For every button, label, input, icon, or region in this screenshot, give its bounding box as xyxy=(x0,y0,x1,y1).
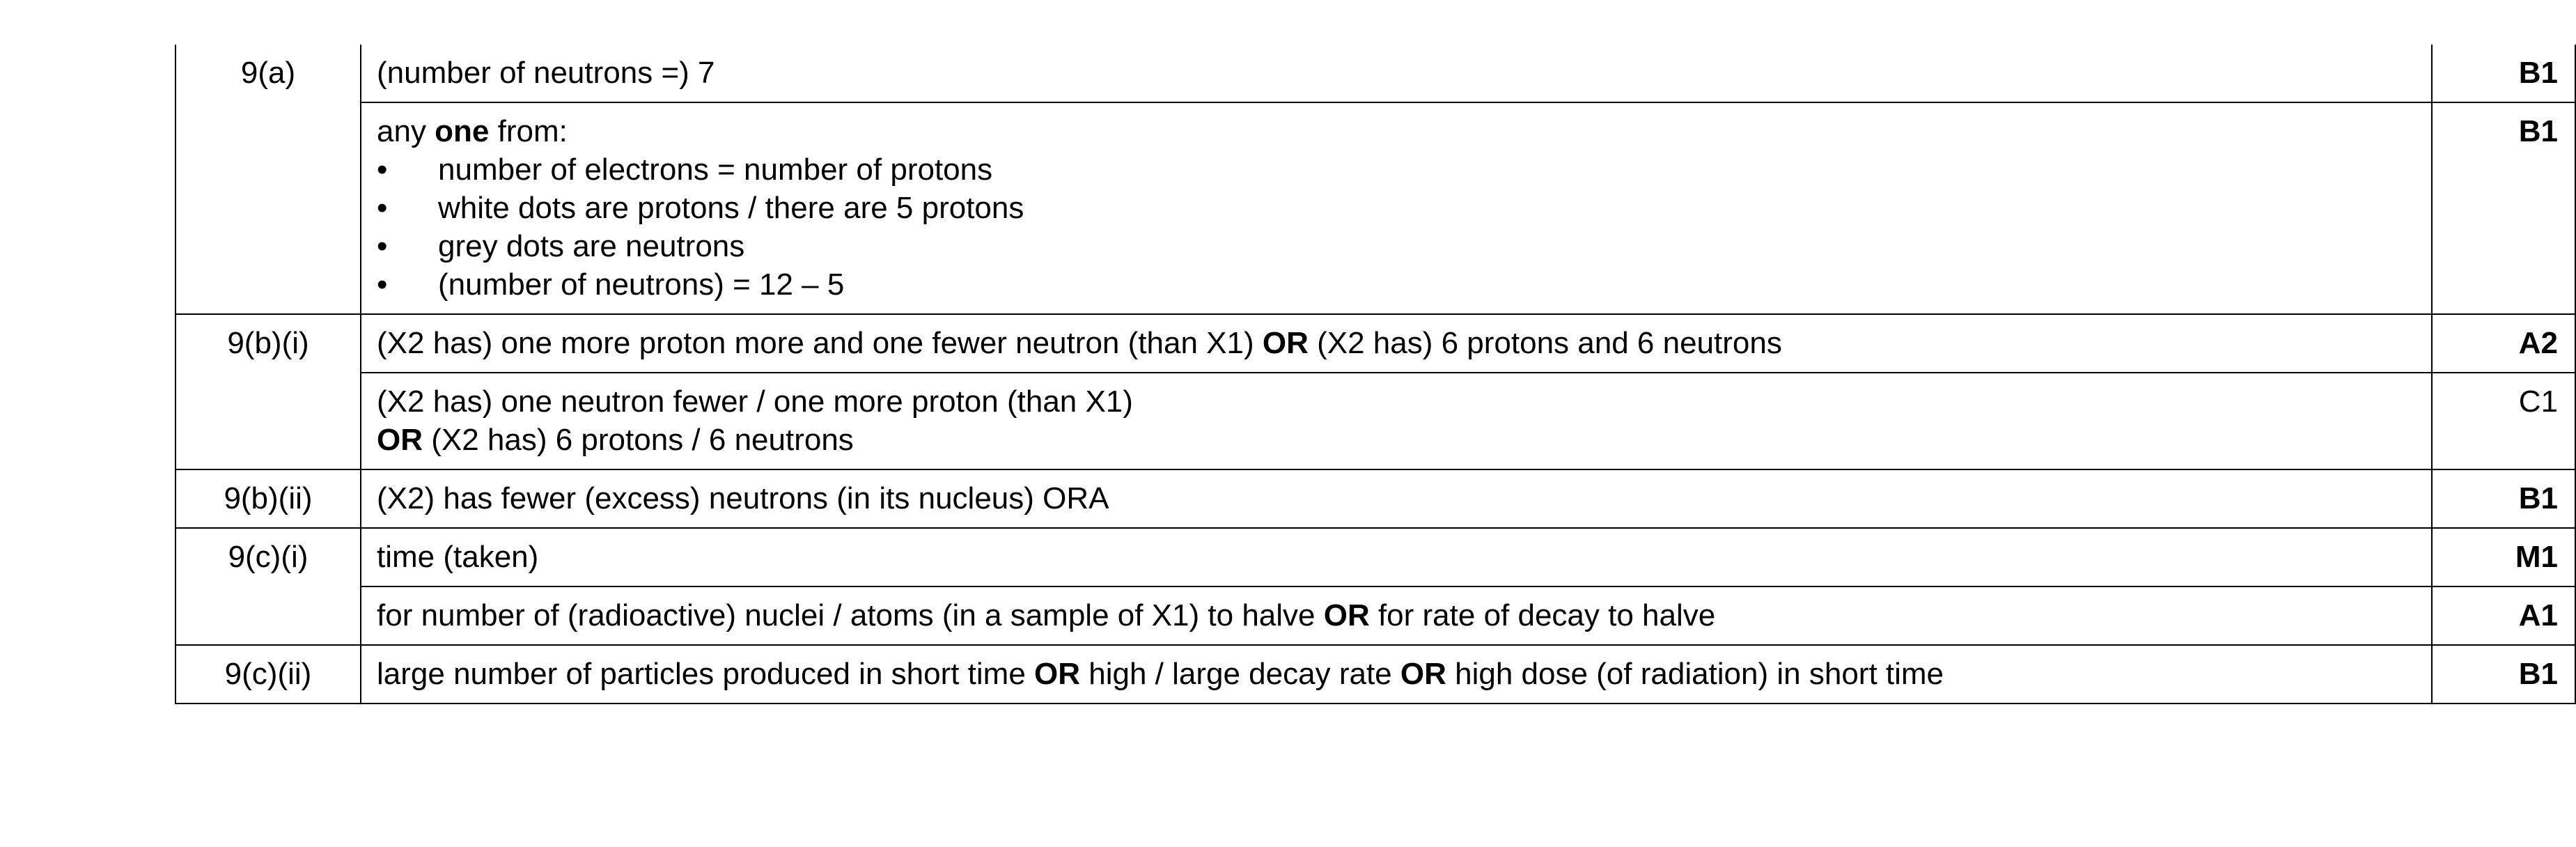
list-item: • number of electrons = number of protons xyxy=(377,150,2416,189)
answer-cell xyxy=(361,528,2432,586)
answer-cell xyxy=(361,645,2432,704)
question-number: 9(b)(i) xyxy=(175,314,361,469)
mark-cell: A2 xyxy=(2432,314,2575,373)
or-keyword: OR xyxy=(377,423,423,457)
answer-cell xyxy=(361,45,2432,102)
question-number: 9(c)(i) xyxy=(175,528,361,645)
or-keyword: OR xyxy=(1323,598,1370,632)
list-item: • grey dots are neutrons xyxy=(377,227,2416,265)
mark-cell: M1 xyxy=(2432,528,2575,586)
question-number: 9(b)(ii) xyxy=(175,469,361,528)
table-row xyxy=(175,528,2575,586)
answer-cell xyxy=(361,469,2432,528)
table-row xyxy=(175,45,2575,102)
or-keyword: OR xyxy=(1034,657,1081,691)
or-keyword: OR xyxy=(1262,326,1309,360)
bullet-list xyxy=(377,150,2416,304)
emphasis-text: one xyxy=(435,114,490,148)
answer-text: (X2 has) 6 protons and 6 neutrons xyxy=(1308,326,1782,360)
answer-text: (X2 has) 6 protons / 6 neutrons xyxy=(423,423,854,457)
table-row xyxy=(175,586,2575,645)
answer-cell xyxy=(361,102,2432,314)
mark-cell: B1 xyxy=(2432,469,2575,528)
question-number: 9(c)(ii) xyxy=(175,645,361,704)
mark-scheme-table xyxy=(175,45,2576,704)
list-item: • (number of neutrons) = 12 – 5 xyxy=(377,265,2416,304)
answer-text: time (taken) xyxy=(377,540,539,574)
mark-cell: B1 xyxy=(2432,45,2575,102)
answer-text: (number of neutrons =) 7 xyxy=(377,56,715,90)
answer-text: from: xyxy=(489,114,568,148)
table-row xyxy=(175,373,2575,469)
table-row xyxy=(175,469,2575,528)
answer-cell xyxy=(361,373,2432,469)
answer-text: for rate of decay to halve xyxy=(1369,598,1716,632)
answer-text: (X2 has) one neutron fewer / one more proton (than X1) xyxy=(377,384,1133,419)
mark-cell: A1 xyxy=(2432,586,2575,645)
answer-text: high dose (of radiation) in short time xyxy=(1446,657,1944,691)
table-row xyxy=(175,314,2575,373)
answer-intro xyxy=(377,112,2416,150)
list-item: • white dots are protons / there are 5 protons xyxy=(377,189,2416,227)
table-row xyxy=(175,102,2575,314)
answer-line xyxy=(377,421,2416,459)
answer-text: large number of particles produced in short time xyxy=(377,657,1035,691)
or-keyword: OR xyxy=(1400,657,1446,691)
answer-cell xyxy=(361,314,2432,373)
answer-text: (X2 has) one more proton more and one fewer neutron (than X1) xyxy=(377,326,1263,360)
answer-text: (X2) has fewer (excess) neutrons (in its nucleus) ORA xyxy=(377,481,1109,515)
mark-cell: B1 xyxy=(2432,645,2575,704)
answer-text: high / large decay rate xyxy=(1080,657,1400,691)
answer-text: for number of (radioactive) nuclei / atoms (in a sample of X1) to halve xyxy=(377,598,1324,632)
table-row xyxy=(175,645,2575,704)
answer-cell xyxy=(361,586,2432,645)
mark-cell: B1 xyxy=(2432,102,2575,314)
mark-cell: C1 xyxy=(2432,373,2575,469)
answer-text: any xyxy=(377,114,435,148)
question-number: 9(a) xyxy=(175,45,361,314)
